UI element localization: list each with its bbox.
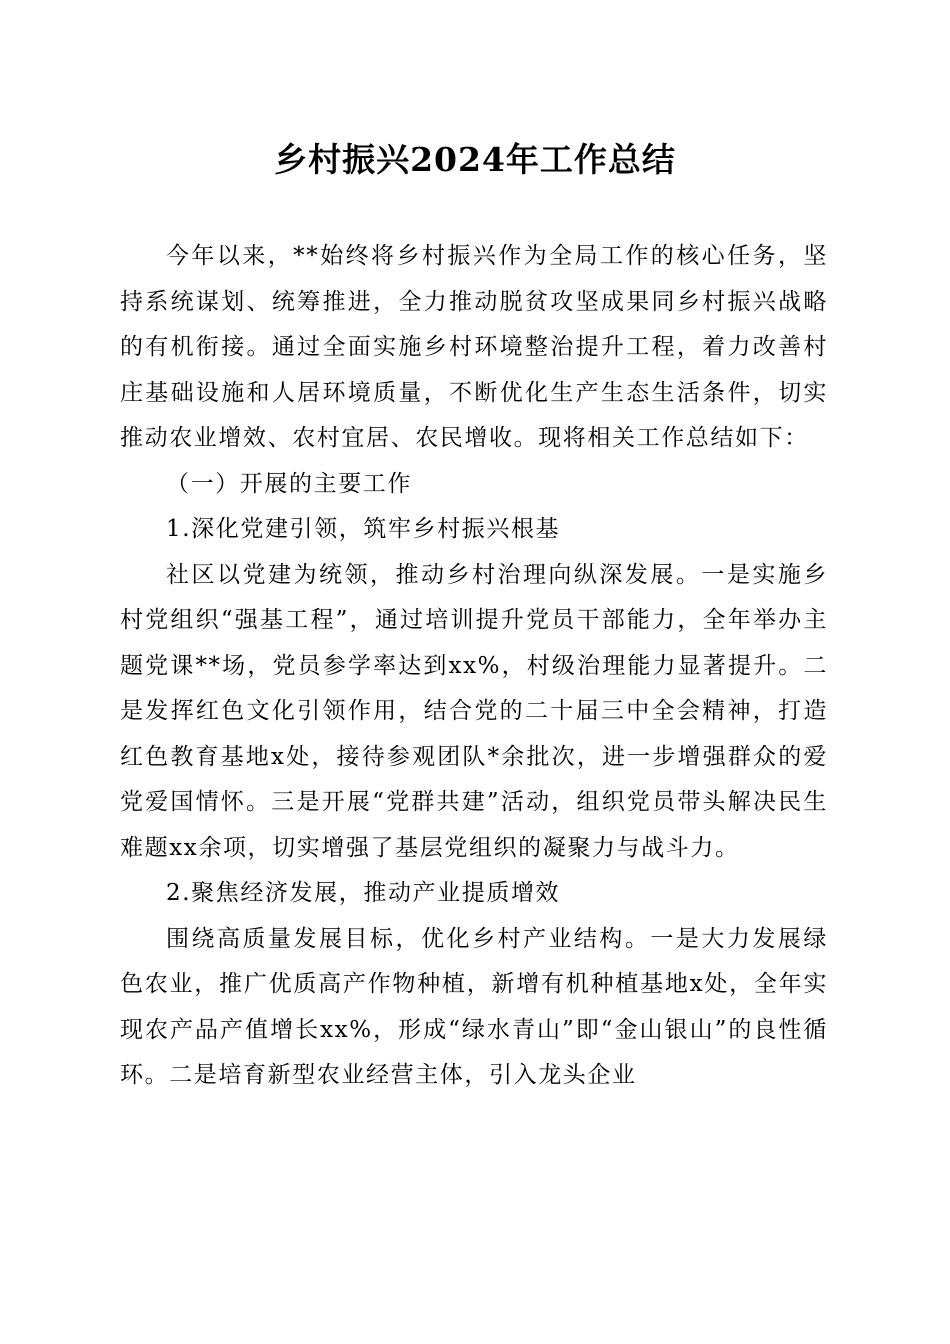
item-paragraph-economic-development: 围绕高质量发展目标，优化乡村产业结构。一是大力发展绿色农业，推广优质高产作物种植，新增有机种植基地x处，全年实现农产品产值增长xx%，形成“绿水青山”即“金山银山”的良性循环。二是培育新型农业经营主体，引入龙头企业 — [120, 925, 828, 1088]
item-paragraph-party-building: 社区以党建为统领，推动乡村治理向纵深发展。一是实施乡村党组织“强基工程”，通过培训提升党员干部能力，全年举办主题党课**场，党员参学率达到xx%，村级治理能力显著提升。二是发挥红色文化引领作用，结合党的二十届三中全会精神，打造红色教育基地x处，接待参观团队*余批次，进一步增强群众的爱党爱国情怀。三是开展“党群共建”活动，组织党员带头解决民生难题xx余项，切实增强了基层党组织的凝聚力与战斗力。 — [120, 561, 828, 861]
document-body — [120, 234, 828, 1099]
section-heading-main-work: （一）开展的主要工作 — [166, 470, 412, 497]
document-title: 乡村振兴2024年工作总结 — [274, 140, 676, 179]
item-heading-party-building: 1.深化党建引领，筑牢乡村振兴根基 — [166, 516, 561, 542]
item-heading-economic-development: 2.聚焦经济发展，推动产业提质增效 — [166, 880, 561, 906]
intro-paragraph: 今年以来，**始终将乡村振兴作为全局工作的核心任务，坚持系统谋划、统筹推进，全力推动脱贫攻坚成果同乡村振兴战略的有机衔接。通过全面实施乡村环境整治提升工程，着力改善村庄基础设施和人居环境质量，不断优化生产生态生活条件，切实推动农业增效、农村宜居、农民增收。现将相关工作总结如下： — [120, 243, 828, 451]
